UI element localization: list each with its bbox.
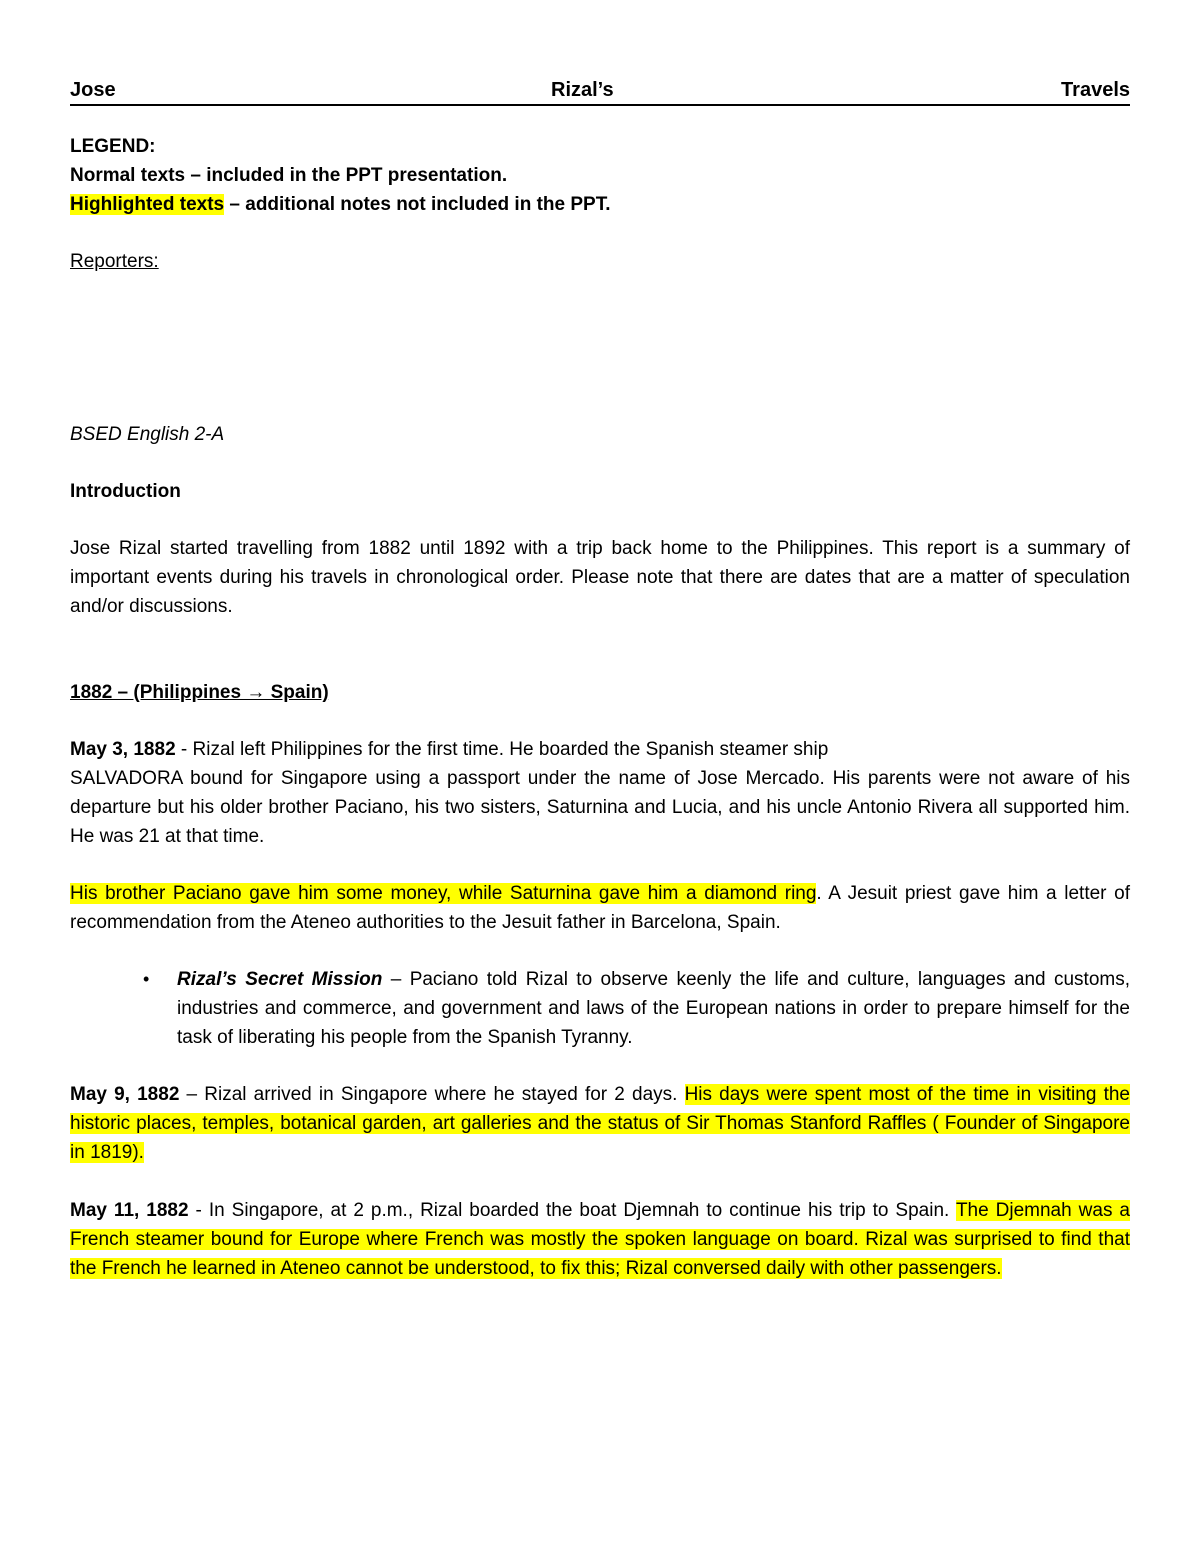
intro-heading: Introduction <box>70 481 181 502</box>
bullet-icon: • <box>143 969 150 989</box>
entry-may9-date: May 9, 1882 <box>70 1084 180 1105</box>
entry-may3-date: May 3, 1882 <box>70 739 176 760</box>
entry-may9-end: . <box>138 1142 144 1163</box>
gifts-highlight: His brother Paciano gave him some money, while Saturnina gave him a diamond ring <box>70 883 817 904</box>
entry-may9-highlight-text: His days were spent most of the time in visiting the historic places, temples, botanical garden, art galleries and the status of Sir Thomas Stanford Raffles ( Founder of Singapore in 1819) <box>70 1084 1130 1163</box>
entry-may11-date: May 11, 1882 <box>70 1200 189 1221</box>
reporters-label: Reporters: <box>70 251 159 272</box>
secret-mission-label: Rizal’s Secret Mission <box>177 969 383 990</box>
entry-may9 <box>70 1080 1130 1167</box>
gifts-rest: . A Jesuit priest gave him a letter of recommendation from the Ateneo authorities to the Jesuit father in Barcelona, Spain. <box>70 883 1130 933</box>
entry-may11 <box>70 1196 1130 1283</box>
entry-may3-line1-text: - Rizal left Philippines for the first time. He boarded the Spanish steamer ship <box>175 739 829 760</box>
legend-normal <box>70 161 1130 190</box>
intro-paragraph: Jose Rizal started travelling from 1882 until 1892 with a trip back home to the Philippines. This report is a summary of important events during his travels in chronological order. Please note that there are dates that are a matter of speculation and/or discussions. <box>70 538 1130 617</box>
legend-highlight <box>70 190 1130 219</box>
entry-may3-text: SALVADORA bound for Singapore using a passport under the name of Jose Mercado. His parents were not aware of his departure but his older brother Paciano, his two sisters, Saturnina and Lucia, and his uncle Antonio Rivera all supported him. He was 21 at that time. <box>70 768 1130 847</box>
entry-may11-text: - In Singapore, at 2 p.m., Rizal boarded the boat Djemnah to continue his trip to Spain. <box>188 1200 956 1221</box>
title-word-jose: Jose <box>70 79 116 101</box>
secret-mission-item <box>70 965 1130 1052</box>
legend-heading: LEGEND: <box>70 136 156 157</box>
document-title <box>70 74 1130 106</box>
entry-may3 <box>70 735 1130 851</box>
legend-highlight-desc: – additional notes not included in the PPT. <box>224 194 611 215</box>
title-word-rizals: Rizal’s <box>551 79 614 101</box>
class-name: BSED English 2-A <box>70 424 225 445</box>
title-word-travels: Travels <box>1061 79 1130 101</box>
section-heading: 1882 – (Philippines → Spain) <box>70 682 329 703</box>
legend-normal-desc: – included in the PPT presentation. <box>185 165 508 186</box>
entry-may9-text: – Rizal arrived in Singapore where he stayed for 2 days. <box>179 1084 685 1105</box>
legend-highlight-label: Highlighted texts <box>70 194 225 215</box>
entry-may11-highlight: The Djemnah was a French steamer bound for Europe where French was mostly the spoken language on board. Rizal was surprised to find that the French he learned in Ateneo cannot be understood, to fix this; Rizal conversed daily with other passengers. <box>70 1200 1130 1279</box>
legend-normal-label: Normal texts <box>70 165 186 186</box>
secret-mission-text-block <box>177 965 1130 1052</box>
entry-may3-line1 <box>70 735 1130 764</box>
legend-block <box>70 132 1130 219</box>
secret-mission-text: – Paciano told Rizal to observe keenly the life and culture, languages and customs, industries and commerce, and government and laws of the European nations in order to prepare himself for the task of liberating his people from the Spanish Tyranny. <box>177 969 1131 1048</box>
gifts-paragraph <box>70 879 1130 937</box>
